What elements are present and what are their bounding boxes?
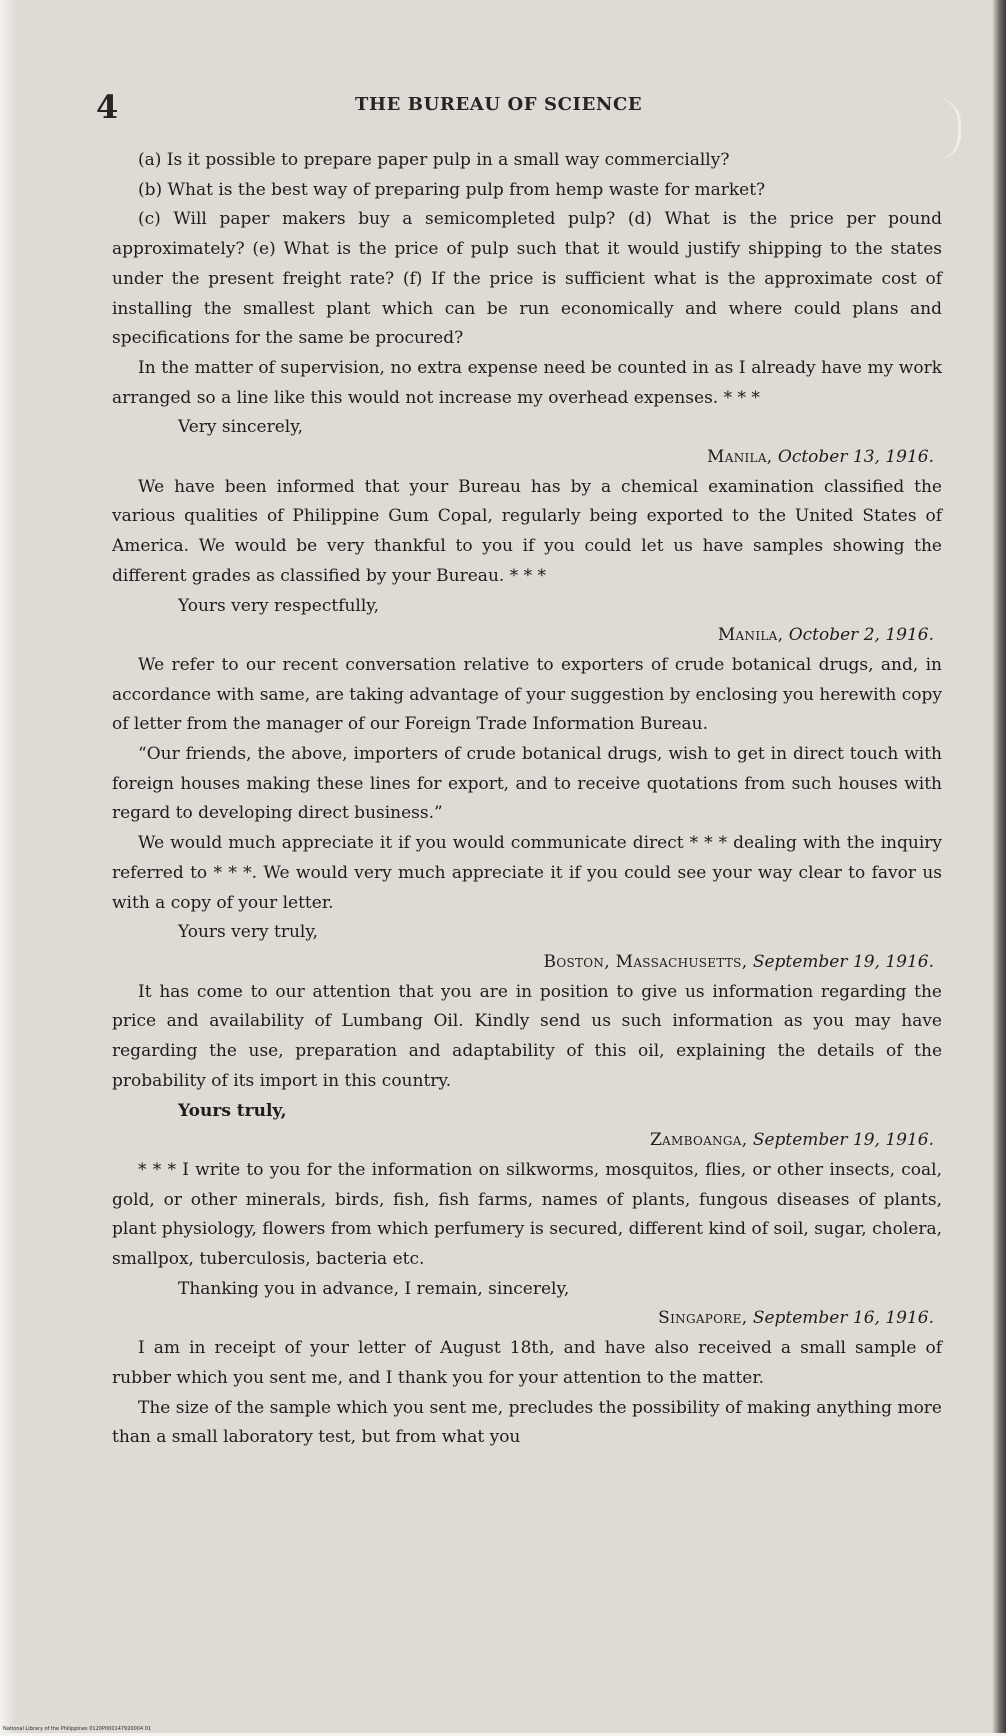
letter-5-date: September 19, 1916.	[752, 1130, 934, 1151]
letter-5-dateline	[112, 1126, 942, 1156]
letter-4-dateline	[112, 948, 942, 978]
letter-1-signoff: Very sincerely,	[178, 417, 303, 438]
letter-3-quotation: “Our friends, the above, importers of crude botanical drugs, wish to get in direct touch with foreign houses making these lines for export, and to receive quotations from such houses with regard to developing direct business.”	[112, 744, 942, 824]
letter-6-place: Singapore,	[658, 1308, 748, 1329]
letter-5-body: * * * I write to you for the information on silkworms, mosquitos, flies, or other insects, coal, gold, or other minerals, birds, fish, fish farms, names of plants, fungous diseases of plants, plant physiology, flowers from which perfumery is secured, different kind of soil, sugar, cholera, smallpox, tuberculosis, bacteria etc.	[112, 1159, 942, 1270]
letter-3-date: October 2, 1916.	[788, 625, 934, 646]
letter-5-place: Zamboanga,	[649, 1130, 748, 1151]
letter-2-date: October 13, 1916.	[777, 447, 934, 468]
letter-4-body: It has come to our attention that you are in position to give us information regarding the price and availability of Lumbang Oil. Kindly send us such information as you may have regarding the use, preparation and adaptability of this oil, explaining the details of the probability of its import in this country.	[112, 981, 942, 1091]
letter-3-paragraph-3: We would much appreciate it if you would communicate direct * * * dealing with the inquiry referred to * * *. We would very much appreciate it if you could see your way clear to favor us with a copy of your letter.	[112, 833, 942, 913]
page-number: 4	[96, 88, 119, 126]
body-text	[112, 146, 942, 1453]
letter-3-dateline	[112, 621, 942, 651]
footer-text: National Library of the Philippines 0120P000147920004 01	[3, 1726, 152, 1732]
letter-1-question-c-f: (c) Will paper makers buy a semicompleted pulp? (d) What is the price per pound approximately? (e) What is the price of pulp such that it would justify shipping to the states under the present freight rate? (f) If the price is sufficient what is the approximate cost of installing the smallest plant which can be run economically and where could plans and specifications for the same be procured?	[112, 209, 942, 349]
letter-5-signoff: Thanking you in advance, I remain, sincerely,	[178, 1278, 570, 1299]
letter-3-paragraph-1: We refer to our recent conversation relative to exporters of crude botanical drugs, and, in accordance with same, are taking advantage of your suggestion by enclosing you herewith copy of letter from the manager of our Foreign Trade Information Bureau.	[112, 654, 942, 735]
letter-6-dateline	[112, 1304, 942, 1334]
letter-6-date: September 16, 1916.	[752, 1308, 934, 1329]
letter-2-body: We have been informed that your Bureau has by a chemical examination classified the various qualities of Philippine Gum Copal, regularly being exported to the United States of America. We would be very thankful to you if you could let us have samples showing the different grades as classified by your Bureau. * * *	[112, 476, 942, 586]
letter-6-paragraph-2: The size of the sample which you sent me, precludes the possibility of making anything more than a small laboratory test, but from what you	[112, 1397, 942, 1448]
letter-1-question-a: (a) Is it possible to prepare paper pulp in a small way commercially?	[138, 150, 730, 170]
running-head: THE BUREAU OF SCIENCE	[355, 94, 643, 115]
letter-2-signoff: Yours very respectfully,	[178, 595, 380, 616]
page-left-edge	[0, 0, 16, 1736]
letter-4-date: September 19, 1916.	[752, 951, 934, 972]
letter-2-place: Manila,	[707, 447, 773, 468]
letter-6-paragraph-1: I am in receipt of your letter of August 18th, and have also received a small sample of rubber which you sent me, and I thank you for your attention to the matter.	[112, 1338, 942, 1388]
letter-2-dateline	[112, 443, 942, 473]
page-right-edge	[992, 0, 1006, 1736]
letter-1-question-b: (b) What is the best way of preparing pulp from hemp waste for market?	[138, 179, 766, 200]
letter-1-paragraph: In the matter of supervision, no extra expense need be counted in as I already have my work arranged so a line like this would not increase my overhead expenses. * * *	[112, 357, 942, 408]
letter-3-signoff: Yours very truly,	[178, 922, 319, 943]
letter-4-place: Boston, Massachusetts,	[543, 951, 748, 972]
letter-3-place: Manila,	[717, 625, 784, 646]
letter-4-signoff: Yours truly,	[178, 1100, 287, 1121]
